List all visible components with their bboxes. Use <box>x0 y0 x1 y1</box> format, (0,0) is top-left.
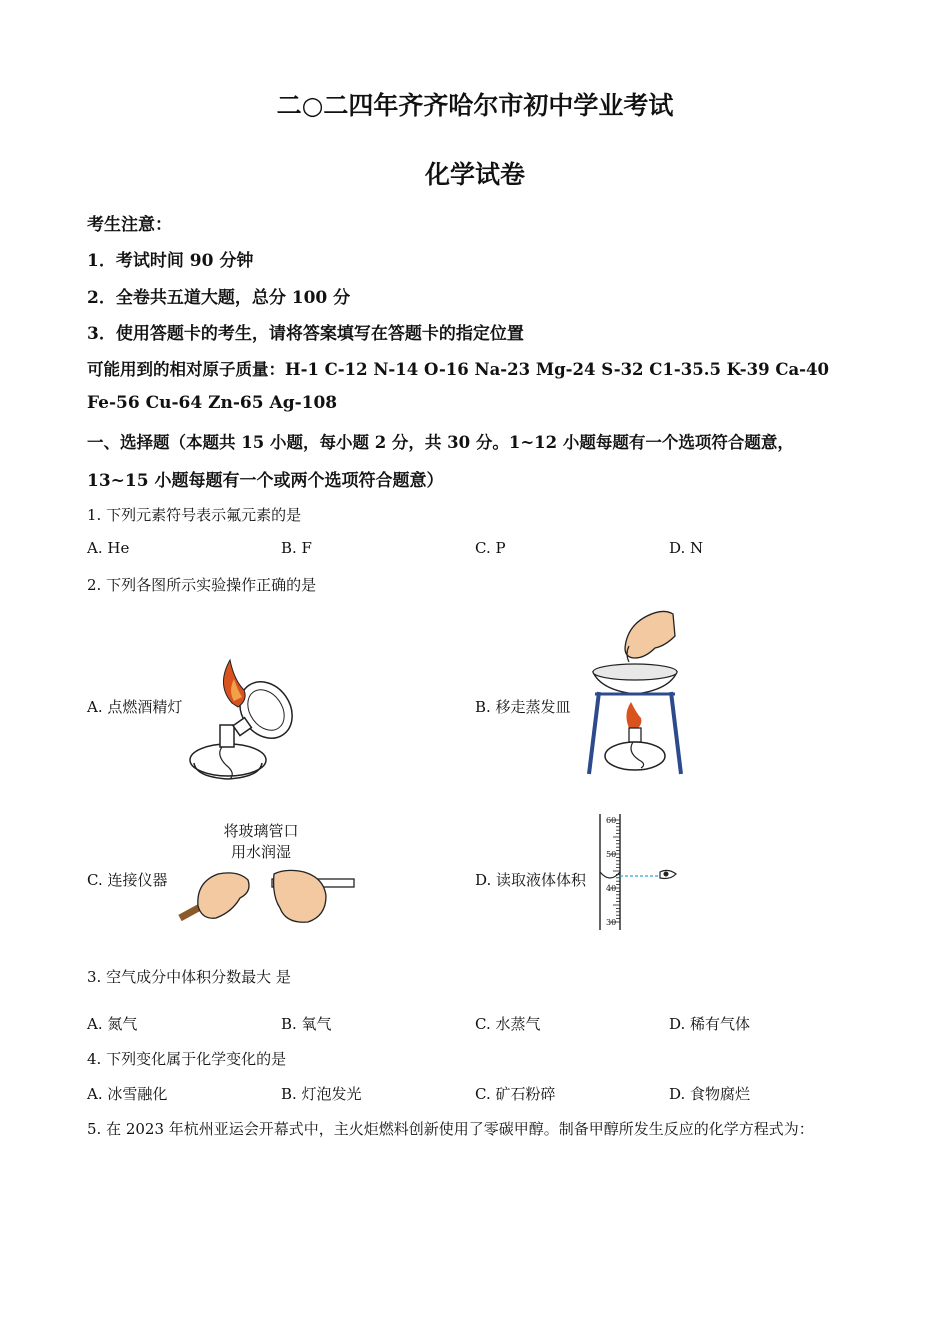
notice-heading: 考生注意： <box>87 215 172 235</box>
question-stem: 1. 下列元素符号表示氟元素的是 <box>87 506 302 524</box>
figure-d-graduated-cylinder <box>590 812 690 932</box>
notice-item: 3．使用答题卡的考生，请将答案填写在答题卡的指定位置 <box>87 324 524 344</box>
section-heading-cont: 13~15 小题每题有一个或两个选项符合题意） <box>87 471 444 491</box>
option-a: A. 氮气 <box>87 1015 138 1033</box>
figure-a-alcohol-lamp <box>186 655 306 785</box>
figure-c-connecting-tubes <box>176 862 356 928</box>
option-a: A. 点燃酒精灯 <box>87 698 183 716</box>
question-stem: 3. 空气成分中体积分数最大 是 <box>87 968 291 986</box>
figure-c-caption-line: 将玻璃管口 <box>223 822 299 840</box>
option-d: D. 食物腐烂 <box>669 1085 751 1103</box>
figure-c-caption-line: 用水润湿 <box>230 843 291 861</box>
notice-item: 1．考试时间 90 分钟 <box>87 251 254 271</box>
option-c: C. 矿石粉碎 <box>475 1085 556 1103</box>
scale-label-50: 50 <box>606 850 617 859</box>
option-b: B. 灯泡发光 <box>281 1085 362 1103</box>
option-b: B. F <box>281 539 312 557</box>
atomic-masses-line1: 可能用到的相对原子质量：H-1 C-12 N-14 O-16 Na-23 Mg-24 S-32 C1-35.5 K-39 Ca-40 <box>87 360 829 379</box>
scale-label-30: 30 <box>606 918 617 927</box>
option-d: D. 稀有气体 <box>669 1015 751 1033</box>
option-d: D. 读取液体体积 <box>475 871 587 889</box>
section-heading: 一、选择题（本题共 15 小题，每小题 2 分，共 30 分。1~12 小题每题有一个选项符合题意， <box>87 433 794 452</box>
scale-label-40: 40 <box>606 884 617 893</box>
option-b: B. 移走蒸发皿 <box>475 698 571 716</box>
question-stem: 2. 下列各图所示实验操作正确的是 <box>87 576 317 594</box>
question-stem: 5. 在 2023 年杭州亚运会开幕式中，主火炬燃料创新使用了零碳甲醇。制备甲醇所发生反应的化学方程式为： <box>87 1120 814 1138</box>
option-c: C. 连接仪器 <box>87 871 168 889</box>
atomic-masses-line2: Fe-56 Cu-64 Zn-65 Ag-108 <box>87 393 338 413</box>
option-a: A. 冰雪融化 <box>87 1085 168 1103</box>
option-c: C. 水蒸气 <box>475 1015 541 1033</box>
option-c: C. P <box>475 539 506 557</box>
question-stem: 4. 下列变化属于化学变化的是 <box>87 1050 287 1068</box>
option-a: A. He <box>87 539 130 557</box>
page-subtitle: 化学试卷 <box>424 160 525 189</box>
notice-item: 2．全卷共五道大题，总分 100 分 <box>87 288 351 308</box>
scale-label-60: 60 <box>606 816 617 825</box>
option-d: D. N <box>669 539 704 557</box>
page-title: 二○二四年齐齐哈尔市初中学业考试 <box>276 91 674 120</box>
figure-b-evaporating-dish <box>585 606 685 778</box>
figure-c-caption <box>219 820 303 862</box>
option-b: B. 氧气 <box>281 1015 332 1033</box>
